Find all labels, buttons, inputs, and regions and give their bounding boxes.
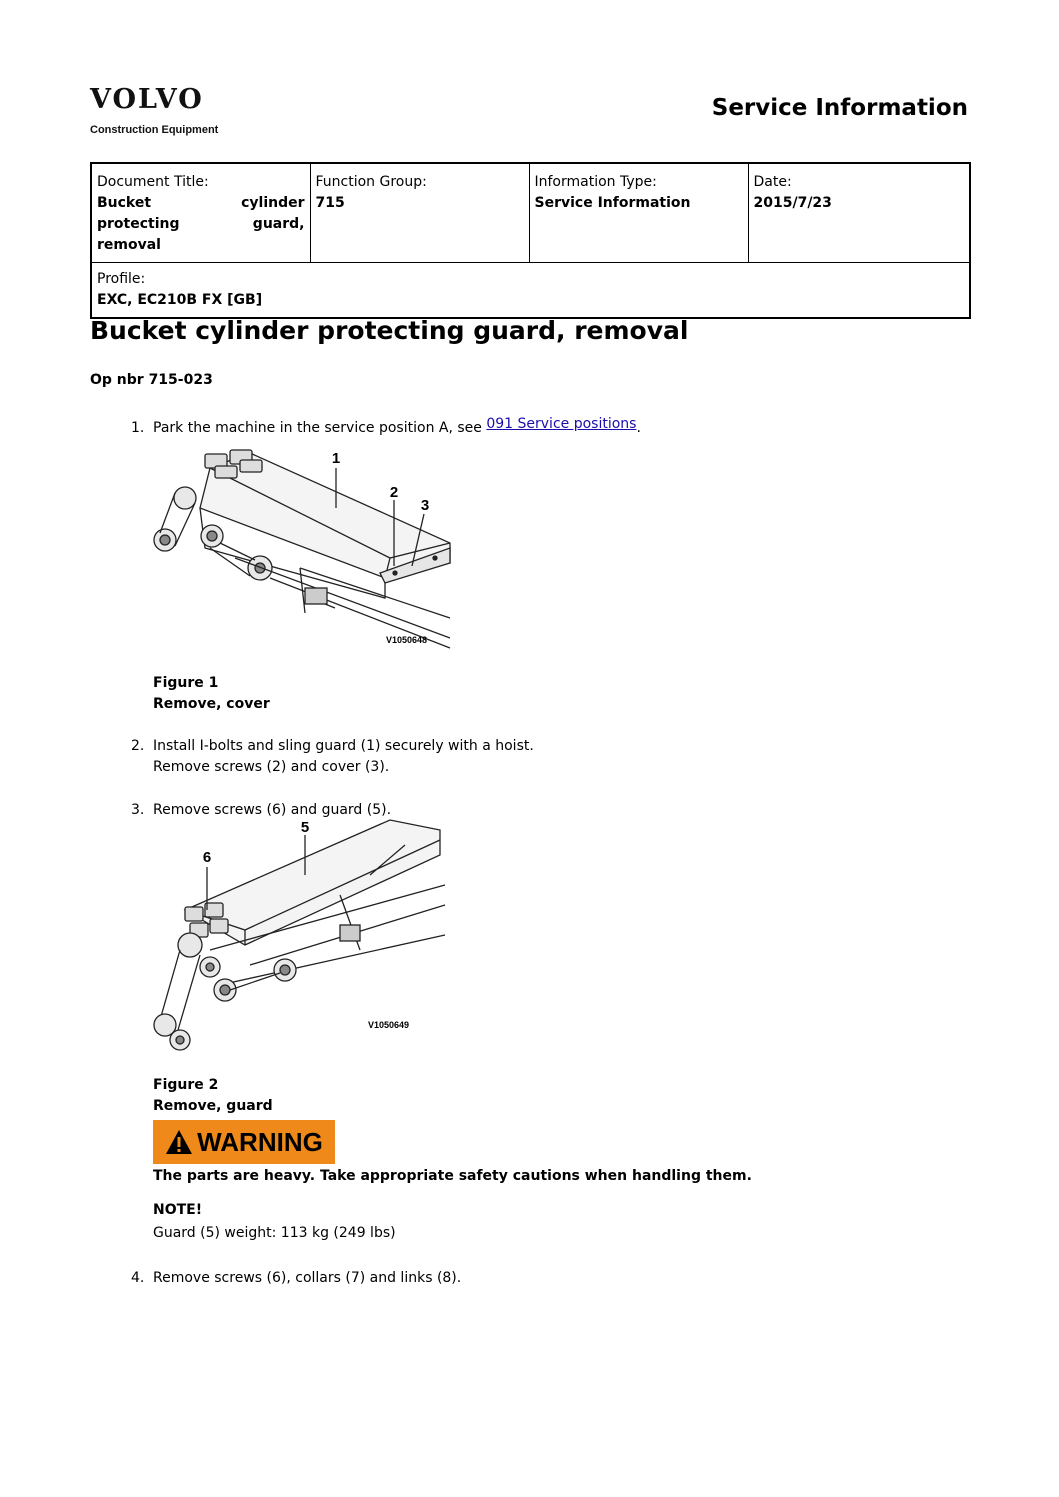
warning-message: The parts are heavy. Take appropriate safety cautions when handling them. — [153, 1168, 752, 1184]
step-number: 4. — [131, 1270, 145, 1286]
figure-2-caption — [153, 1075, 273, 1117]
step-number: 3. — [131, 802, 145, 818]
function-group-value: 715 — [315, 195, 345, 211]
step-end-punctuation: . — [636, 420, 641, 436]
step-4 — [131, 1268, 461, 1289]
profile-row — [91, 263, 970, 319]
figure-1-illustration — [150, 448, 460, 653]
figure-1-title: Remove, cover — [153, 696, 270, 712]
warning-label: WARNING — [197, 1126, 323, 1157]
step-text: Remove screws (6) and guard (5). — [153, 802, 392, 818]
operation-number: Op nbr 715-023 — [90, 372, 213, 388]
figure-1-callout-3: 3 — [420, 497, 430, 514]
document-metadata-table — [90, 162, 971, 319]
function-group-label: Function Group: — [315, 174, 427, 190]
figure-2-title: Remove, guard — [153, 1098, 273, 1114]
service-positions-link[interactable]: 091 Service positions — [486, 416, 637, 432]
doc-title-value: Bucket cylinder protecting guard, removal — [97, 195, 305, 253]
step-text: Remove screws (6), collars (7) and links (8). — [153, 1270, 462, 1286]
note-text: Guard (5) weight: 113 kg (249 lbs) — [153, 1225, 396, 1241]
metadata-row — [91, 163, 970, 263]
figure-1-caption — [153, 673, 270, 715]
step-text-line-1: Install I-bolts and sling guard (1) securely with a hoist. — [153, 738, 534, 754]
note-heading: NOTE! — [153, 1202, 203, 1218]
step-2 — [131, 736, 534, 778]
warning-badge — [153, 1120, 335, 1164]
volvo-logo — [90, 86, 218, 136]
warning-triangle-icon — [165, 1129, 193, 1155]
date-label: Date: — [753, 174, 792, 190]
profile-value: EXC, EC210B FX [GB] — [97, 292, 263, 308]
info-type-label: Information Type: — [534, 174, 657, 190]
step-number: 2. — [131, 738, 145, 754]
figure-1-code: V1050648 — [386, 635, 428, 645]
date-value: 2015/7/23 — [753, 195, 832, 211]
step-number: 1. — [131, 420, 145, 436]
step-1 — [131, 418, 641, 439]
figure-1-callout-1: 1 — [331, 450, 341, 467]
doc-title-label: Document Title: — [97, 174, 209, 190]
figure-2-label: Figure 2 — [153, 1077, 219, 1093]
profile-label: Profile: — [97, 271, 146, 287]
page-title: Bucket cylinder protecting guard, removal — [90, 316, 689, 345]
info-type-value: Service Information — [534, 195, 691, 211]
logo-wordmark: VOLVO — [90, 84, 204, 115]
figure-1-callout-2: 2 — [389, 484, 399, 501]
step-text-line-2: Remove screws (2) and cover (3). — [153, 759, 390, 775]
info-type-cell — [529, 163, 748, 263]
document-type-heading: Service Information — [711, 95, 968, 121]
figure-2-callout-6: 6 — [202, 849, 212, 866]
figure-2-illustration — [150, 815, 446, 1055]
function-group-cell — [310, 163, 529, 263]
step-text: Park the machine in the service position A, see — [153, 420, 482, 436]
date-cell — [748, 163, 970, 263]
figure-2-callout-5: 5 — [300, 819, 310, 836]
profile-cell — [91, 263, 970, 319]
logo-subtitle: Construction Equipment — [90, 124, 219, 136]
doc-title-cell — [91, 163, 310, 263]
figure-1-label: Figure 1 — [153, 675, 219, 691]
figure-2-code: V1050649 — [368, 1020, 410, 1030]
